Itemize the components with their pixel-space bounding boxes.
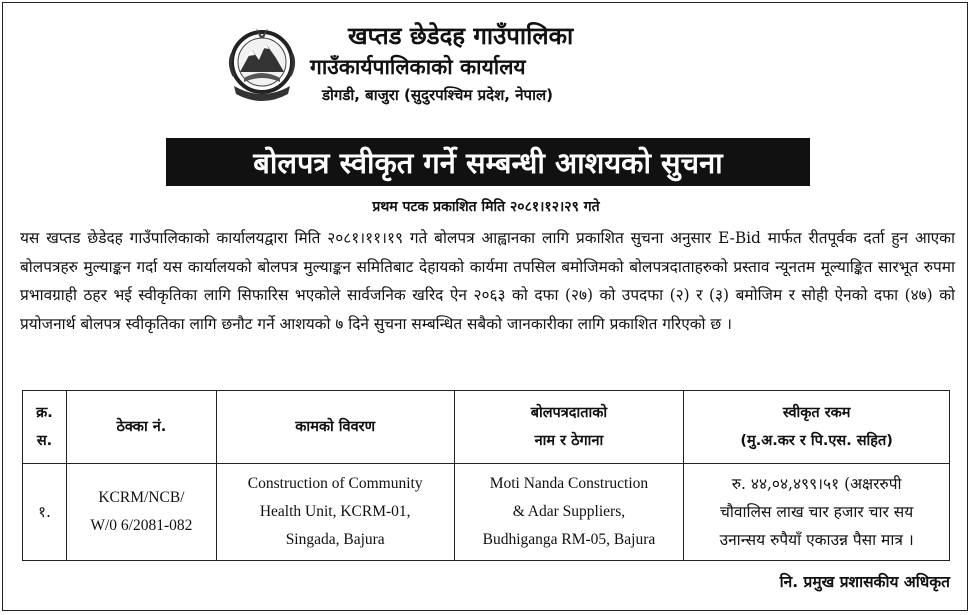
header-block: [306, 20, 666, 108]
header-description: कामको विवरण: [216, 391, 454, 464]
header-serial-line1: क्र.: [36, 405, 53, 421]
nepal-emblem-icon: [226, 24, 298, 106]
cell-serial: १.: [23, 464, 67, 561]
cell-bidder: [454, 464, 684, 561]
office-name: गाउँकार्यपालिकाको कार्यालय: [310, 55, 526, 79]
org-name: खप्तड छेडेदह गाउँपालिका: [348, 22, 574, 50]
contract-line2: W/0 6/2081-082: [90, 517, 193, 534]
header-amount: [684, 391, 950, 464]
header-amount-line1: स्वीकृत रकम: [782, 405, 851, 421]
header-serial-line2: स.: [36, 433, 53, 449]
cell-amount: [684, 464, 950, 561]
amount-line1: रु. ४४,०४,४९९।५१ (अक्षररुपी: [731, 475, 902, 493]
notice-body: यस खप्तड छेडेदह गाउँपालिकाको कार्यालयद्वारा मिति २०८१।११।१९ गते बोलपत्र आह्वानका लागि प्रकाशित सुचना अनुसार E-Bid मार्फत रीतपूर्वक दर्ता हुन आएका बोलपत्रहरु मुल्याङ्कन गर्दा यस कार्यालयको बोलपत्र मुल्याङ्कन समितिबाट देहायको कार्यमा तपसिल बमोजिमको बोलपत्रदाताहरुको प्रस्ताव न्यूनतम मूल्याङ्कित सारभूत रुपमा प्रभावग्राही ठहर भई स्वीकृतिका लागि सिफारिस भएकोले सार्वजनिक खरिद ऐन २०६३ को दफा (२७) को उपदफा (२) र (३) बमोजिम र सोही ऐनको दफा (४७) को प्रयोजनार्थ बोलपत्र स्वीकृतिका लागि छनौट गर्ने आशयको ७ दिने सुचना सम्बन्धित सबैको जानकारीका लागि प्रकाशित गरिएको छ ।: [20, 229, 955, 333]
contract-line1: KCRM/NCB/: [98, 489, 185, 506]
cell-description: [216, 464, 454, 561]
desc-line3: Singada, Bajura: [285, 531, 385, 548]
header-bidder: [454, 391, 684, 464]
cell-contract-no: [66, 464, 216, 561]
table-header-row: [23, 391, 950, 464]
amount-line2: चौवालिस लाख चार हजार चार सय: [720, 503, 914, 521]
header-bidder-line1: बोलपत्रदाताको: [530, 405, 608, 421]
header-contract-no: ठेक्का नं.: [66, 391, 216, 464]
bidder-line2: & Adar Suppliers,: [512, 503, 626, 520]
signoff-designation: नि. प्रमुख प्रशासकीय अधिकृत: [779, 573, 950, 591]
amount-line3: उनान्सय रुपैयाँ एकाउन्न पैसा मात्र ।: [719, 531, 914, 549]
header-amount-line2: (मु.अ.कर र पि.एस. सहित): [740, 433, 893, 449]
notice-title: बोलपत्र स्वीकृत गर्ने सम्बन्धी आशयको सुचना: [166, 138, 810, 186]
tender-table: [22, 390, 950, 561]
bidder-line1: Moti Nanda Construction: [489, 475, 649, 492]
office-address: डोगडी, बाजुरा (सुदुरपश्चिम प्रदेश, नेपाल): [322, 86, 553, 104]
publish-date: प्रथम पटक प्रकाशित मिति २०८१।१२।२९ गते: [372, 199, 600, 215]
desc-line1: Construction of Community: [247, 475, 423, 492]
bidder-line3: Budhiganga RM-05, Bajura: [482, 531, 656, 548]
header-serial: [23, 391, 67, 464]
desc-line2: Health Unit, KCRM-01,: [259, 503, 411, 520]
table-row: [23, 464, 950, 561]
header-bidder-line2: नाम र ठेगाना: [534, 433, 604, 449]
